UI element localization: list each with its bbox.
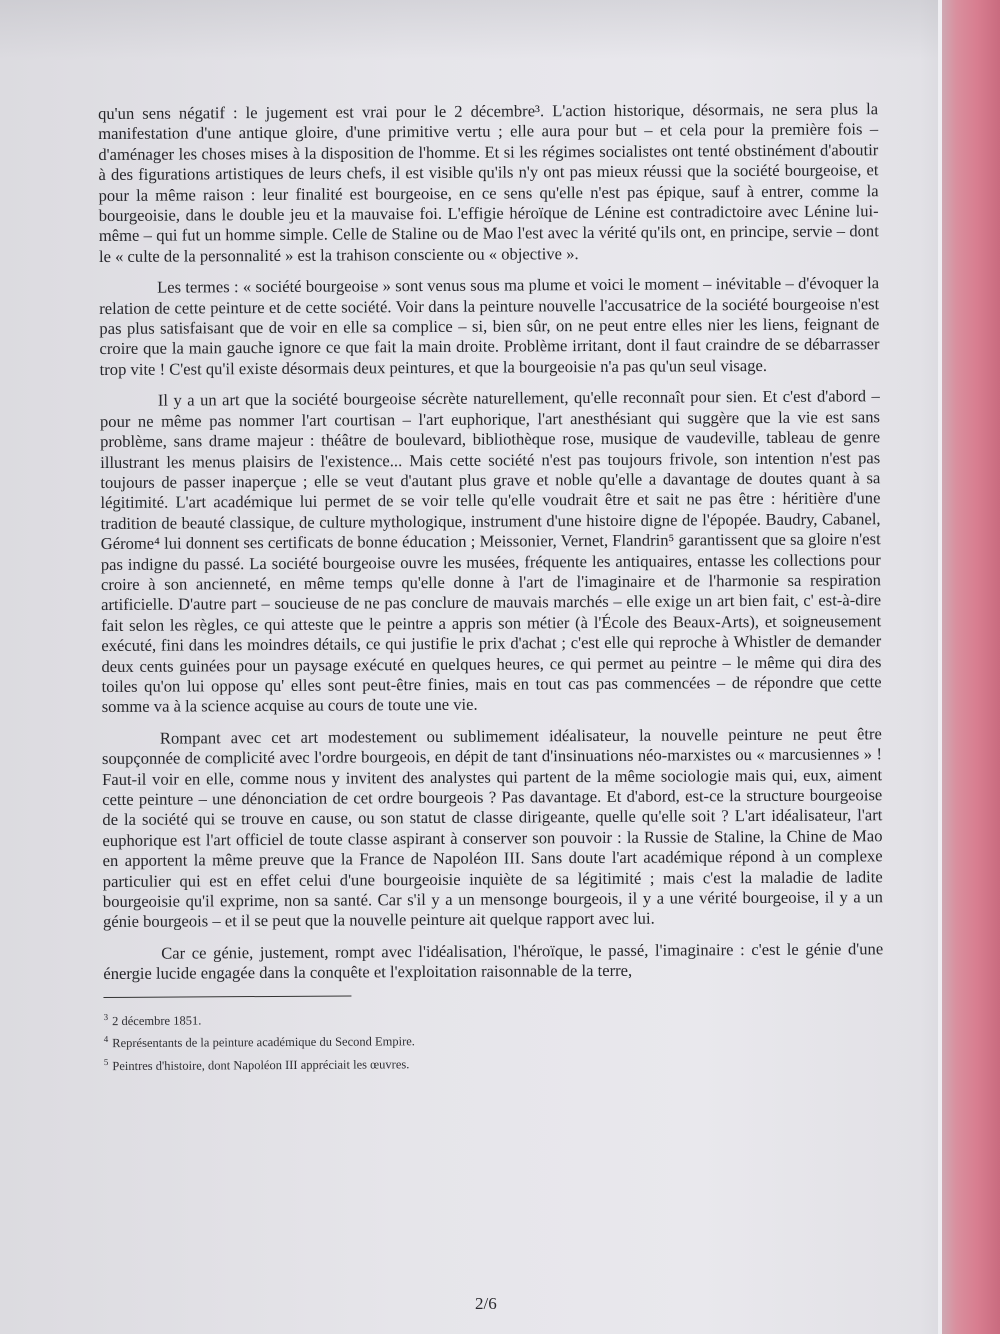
footnotes [104, 1003, 884, 1076]
footnote-separator [103, 995, 351, 998]
page-number: 2/6 [475, 1294, 497, 1313]
footnote-number: 3 [103, 1011, 109, 1022]
footnote-number: 5 [103, 1056, 109, 1067]
footnote-text: 2 décembre 1851. [112, 1013, 202, 1028]
paragraph-4: Rompant avec cet art modestement ou sublimement idéalisateur, la nouvelle peinture ne peut être soupçonnée de complicité avec l'ordre bourgeois, en dépit de tant d'insinuations néo-marxistes ou « marcusiennes » ! Faut-il voir en elle, comme nous y invitent des analystes qui partent de la même sociologie mais qui, eux, aiment cette peinture – une dénonciation de cet ordre bourgeois ? Pas davantage. Et d'abord, est-ce la structure bourgeoise de la société qui se trouve en cause, ou son statut de classe dirigeante, quelle qu'elle soit ? L'art idéalisateur, l'art euphorique est l'art officiel de toute classe aspirant à conserver son pouvoir : la Russie de Staline, la Chine de Mao en apportent la même preuve que la France de Napoléon III. Sans doute l'art académique répond à un complexe particulier qui est en effet celui d'une bourgeoisie inquiète de sa légitimité ; mais c'est la maladie de ladite bourgeoisie qu'il exprime, non sa santé. Car s'il y a un mensonge bourgeois, il y a une vérité bourgeoise, il y a un génie bourgeois – et il se peut que la nouvelle peinture ait quelque rapport avec lui. [101, 724, 883, 932]
paragraph-2: Les termes : « société bourgeoise » sont venus sous ma plume et voici le moment – inévitable – d'évoquer la relation de cette peinture et de cette société. Voir dans la peinture nouvelle l'accusatrice de la société bourgeoise n'est pas plus satisfaisant que de voir en elle sa complice – si, bien sûr, on ne peut entre elles nier les liens, feignant de croire que la main gauche ignore ce que fait la main droite. Problème irritant, dont il faut craindre de se débarrasser trop vite ! C'est qu'il existe désormais deux peintures, et que la bourgeoisie n'a pas qu'un seul visage. [99, 273, 880, 379]
paragraph-1: qu'un sens négatif : le jugement est vrai pour le 2 décembre³. L'action historique, désormais, ne sera plus la manifestation d'une antique gloire, d'une primitive vertu ; elle aura pour but – et cela pour la première fois – d'aménager les choses mises à la disposition de l'homme. Et si les régimes socialistes ont tenté obstinément d'aboutir à des figurations artistiques de leurs chefs, il est visible qu'ils n'y ont pas mieux réussi que la société bourgeoise, et pour la même raison : leur finalité est bourgeoise, en ce sens qu'elle n'est pas épique, sauf à entrer, comme la bourgeoisie, dans le double jeu et la mauvaise foi. L'effigie héroïque de Lénine est contradictoire avec Lénine lui-même – qui fut un homme simple. Celle de Staline ou de Mao l'est avec la vérité qu'ils ont, en principe, servie – dont le « culte de la personnalité » est la trahison consciente ou « objective ». [98, 99, 879, 266]
document-body [98, 99, 884, 1075]
paragraph-3: Il y a un art que la société bourgeoise sécrète naturellement, qu'elle reconnaît pour sien. Et c'est d'abord – pour ne même pas nommer l'art courtisan – l'art euphorique, l'art anesthésiant qui suggère que la vie est sans problème, sans drame majeur : théâtre de boulevard, bibliothèque rose, musique de vaudeville, tableau de genre illustrant les menus plaisirs de l'existence... Mais cette société n'est pas toujours frivole, son intention n'est pas toujours de passer inaperçue ; elle se veut d'autant plus grave et noble qu'elle a davantage de doutes quant à sa légitimité. L'art académique lui permet de se voir telle qu'elle voudrait être et sait ne pas être : héritière d'une tradition de beauté classique, de culture mythologique, instrument d'une histoire digne de l'épopée. Baudry, Cabanel, Gérome⁴ lui donnent ses certificats de bonne éducation ; Meissonier, Vernet, Flandrin⁵ garantissent que sa gloire n'est pas indigne du passé. La société bourgeoise ouvre les musées, fréquente les antiquaires, entasse les collections pour croire à son ancienneté, en même temps qu'elle donne à l'art de l'imaginaire et de l'harmonie sa respiration artificielle. D'autre part – soucieuse de ne pas conclure de mauvais marchés – elle exige un art bien fait, c' est-à-dire fait selon les règles, ce qui atteste que le peintre a appris son métier (à l'École des Beaux-Arts), et soigneusement exécuté, fini dans les moindres détails, ce qui justifie le prix d'achat ; c'est elle qui reproche à Whistler de demander deux cents guinées pour un paysage exécuté en quelques heures, ce qui permet au peintre – le même qui dira des toiles qu'on lui oppose qu' elles sont peut-être finies, mais en tout cas pas commencées – de répondre que cette somme va à la science acquise au cours de toute une vie. [99, 386, 882, 717]
footnote [104, 1048, 884, 1075]
footnote-text: Peintres d'histoire, dont Napoléon III appréciait les œuvres. [112, 1057, 410, 1074]
red-folder-edge [942, 0, 1000, 1334]
footnote-number: 4 [103, 1034, 109, 1045]
top-shadow [0, 0, 1000, 60]
paragraph-5: Car ce génie, justement, rompt avec l'idéalisation, l'héroïque, le passé, l'imaginaire : c'est le génie d'une énergie lucide engagée dans la conquête et l'exploitation raisonnable de la terre, [103, 939, 884, 984]
footnote-text: Représentants de la peinture académique du Second Empire. [112, 1034, 415, 1051]
